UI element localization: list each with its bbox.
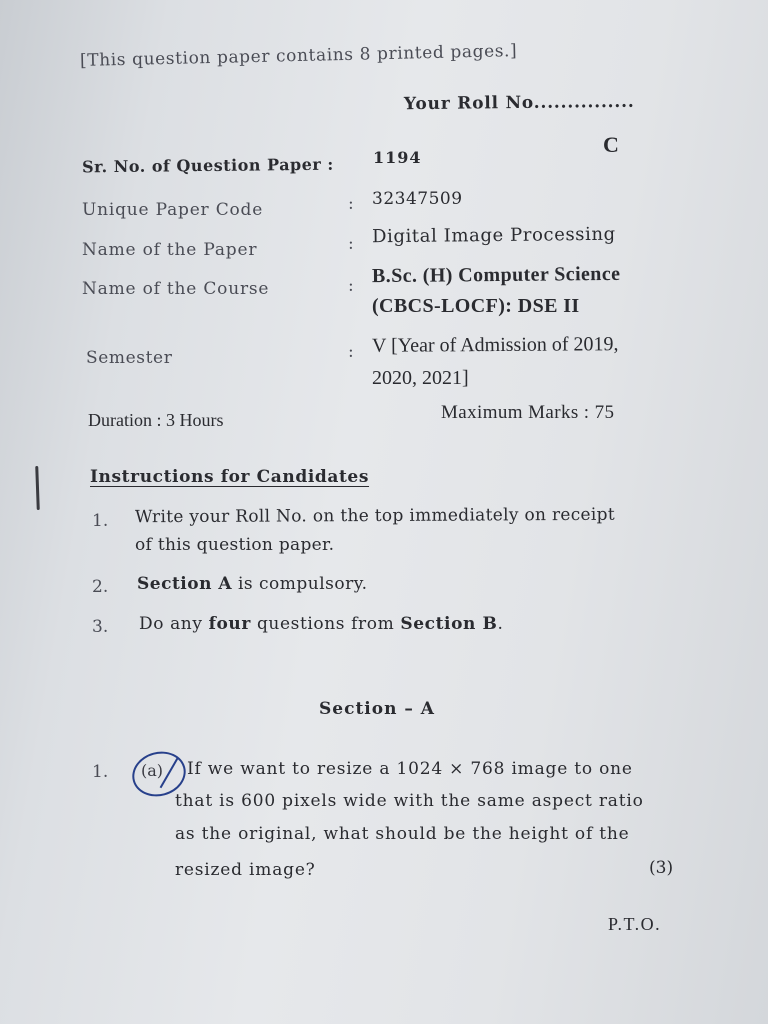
colon: : <box>348 342 354 362</box>
section-a-emphasis: Section A <box>137 574 233 594</box>
course-value-line-2: (CBCS-LOCF): DSE II <box>372 295 580 317</box>
section-b-emphasis: Section B <box>400 614 498 634</box>
instruction-number: 2. <box>92 577 109 597</box>
question-line-4: resized image? <box>175 860 316 880</box>
section-a-heading: Section – A <box>319 699 435 719</box>
instructions-heading: Instructions for Candidates <box>90 467 370 487</box>
paper-code-value: 32347509 <box>372 189 463 209</box>
instruction-3-pre: Do any <box>139 614 209 634</box>
instruction-number: 3. <box>92 617 109 637</box>
question-part-label: (a) <box>141 761 164 780</box>
maximum-marks: Maximum Marks : 75 <box>441 402 615 423</box>
semester-value-line-1: V [Year of Admission of 2019, <box>371 333 619 357</box>
question-number: 1. <box>92 762 109 782</box>
colon: : <box>348 234 354 254</box>
paper-name-value: Digital Image Processing <box>371 223 616 248</box>
instruction-3-mid: questions from <box>250 614 401 634</box>
paper-code-label: Unique Paper Code <box>82 200 264 220</box>
question-line-1: If we want to resize a 1024 × 768 image to one <box>187 759 633 779</box>
duration: Duration : 3 Hours <box>88 410 224 430</box>
question-marks: (3) <box>649 858 674 878</box>
instruction-3-post: . <box>497 614 504 634</box>
pen-mark <box>35 466 40 510</box>
instruction-1-line-2: of this question paper. <box>135 535 335 555</box>
question-line-3: as the original, what should be the height of the <box>175 824 630 844</box>
course-value-line-1: B.Sc. (H) Computer Science <box>371 262 621 288</box>
instruction-1-line-1: Write your Roll No. on the top immediately on receipt <box>134 504 616 528</box>
pages-note: [This question paper contains 8 printed pages.] <box>79 41 518 71</box>
please-turn-over: P.T.O. <box>608 914 662 934</box>
paper-name-label: Name of the Paper <box>82 240 258 260</box>
colon: : <box>348 276 354 296</box>
course-label: Name of the Course <box>82 279 270 299</box>
instruction-3 <box>139 614 503 634</box>
sr-no-label: Sr. No. of Question Paper : <box>81 154 334 177</box>
instruction-2 <box>137 574 368 594</box>
sr-no-value: 1194 <box>373 148 422 167</box>
question-line-2: that is 600 pixels wide with the same aspect ratio <box>175 791 644 811</box>
semester-label: Semester <box>86 348 173 368</box>
semester-value-line-2: 2020, 2021] <box>372 367 469 389</box>
instruction-2-text: is compulsory. <box>232 574 368 594</box>
colon: : <box>348 194 354 214</box>
roll-number-line: Your Roll No............... <box>403 91 635 115</box>
instruction-number: 1. <box>92 511 109 531</box>
four-emphasis: four <box>208 614 251 634</box>
set-letter: C <box>603 132 619 157</box>
